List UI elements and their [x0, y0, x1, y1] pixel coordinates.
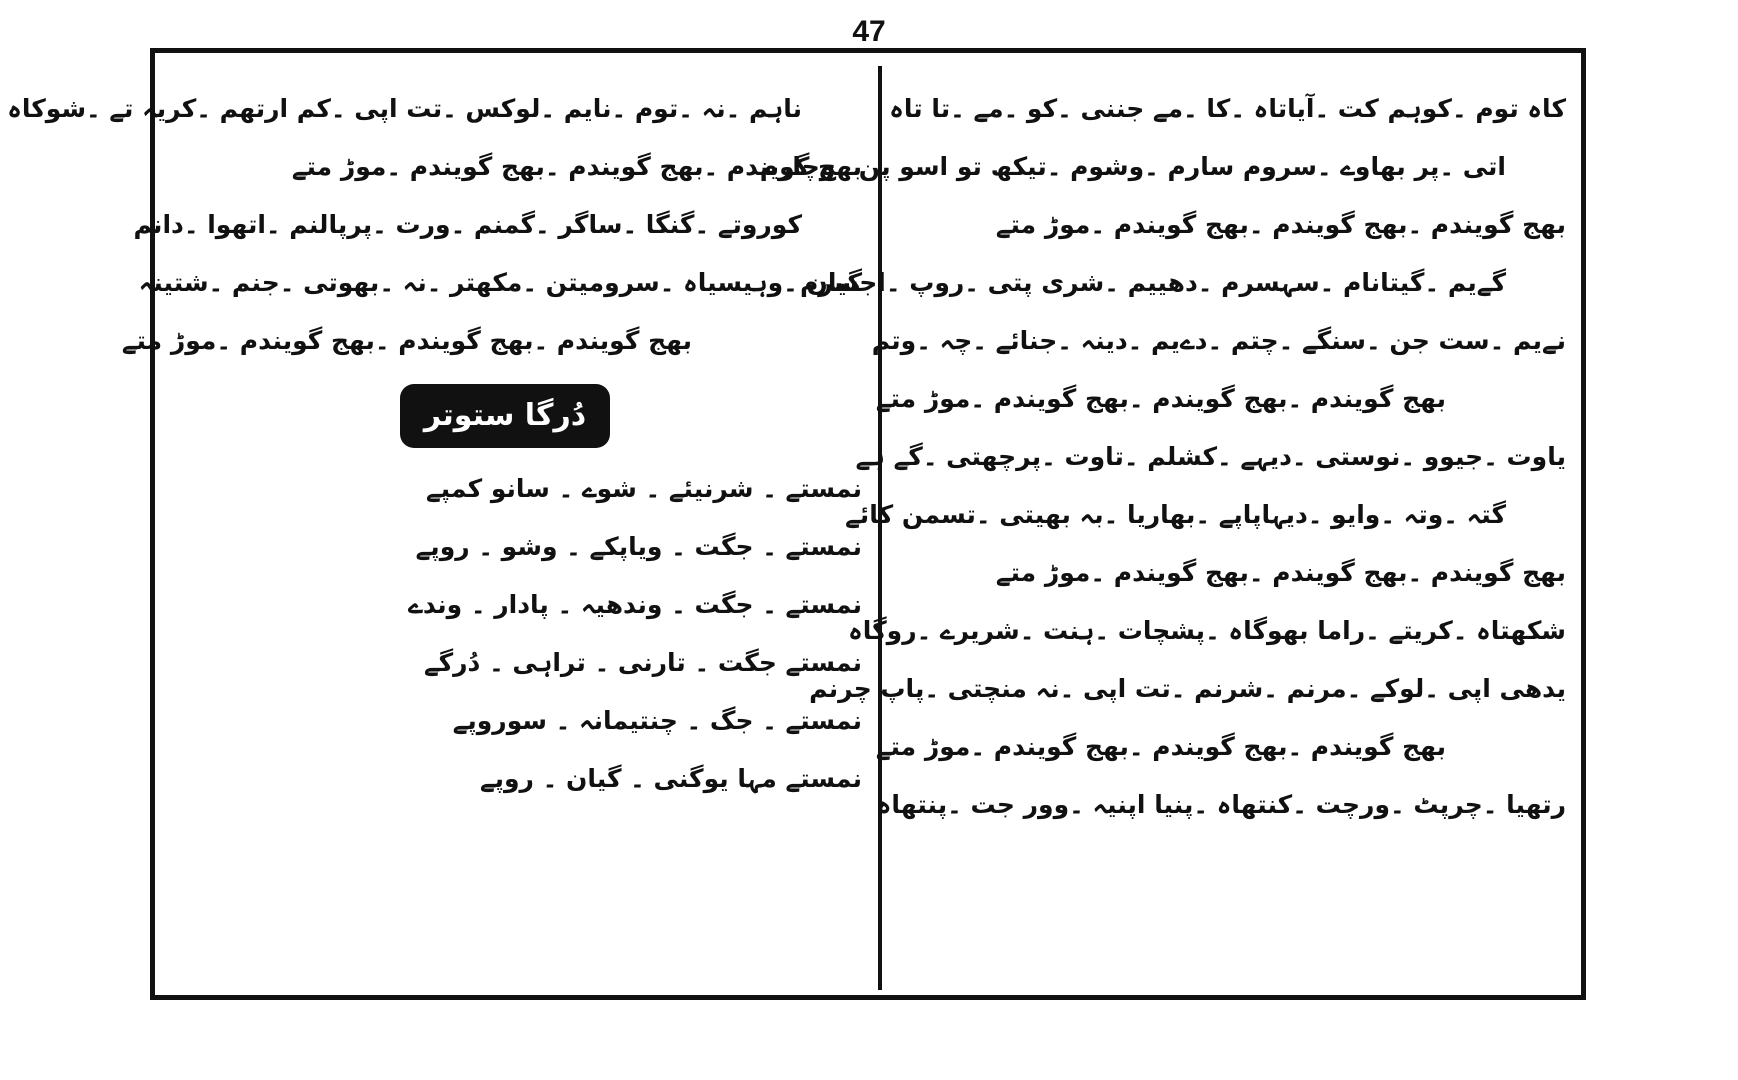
refrain-line: بھج گویندم ۔بھج گویندم ۔بھج گویندم ۔موڑ متے — [875, 384, 1446, 413]
text-line: یدھی اپی ۔لوکے ۔مرنم ۔شرنم ۔تت اپی ۔نہ منچتی ۔پاپ چرنم — [809, 674, 1566, 703]
text-line: گےیم ۔گیتانام ۔سہسرم ۔دھییم ۔شری پتی ۔روپ ۔اجسرم — [799, 268, 1506, 297]
right-column — [759, 80, 1566, 834]
refrain-line: بھج گویندم ۔بھج گویندم ۔بھج گویندم ۔موڑ متے — [995, 558, 1566, 587]
text-line: کوروتے ۔گنگا ۔ساگر ۔گمنم ۔ورت ۔پرپالنم ۔اتھوا ۔دانم — [133, 210, 802, 239]
text-line: شکھتاہ ۔کریتے ۔راما بھوگاہ ۔پشچات ۔ہنت ۔شریرے ۔روگاہ — [848, 616, 1566, 645]
refrain-line: بھج گویندم ۔بھج گویندم ۔بھج گویندم ۔موڑ متے — [875, 732, 1446, 761]
verse-line: نمستے ۔ شرنیئے ۔ شوے ۔ سانو کمپے — [426, 474, 862, 503]
text-line: یاوت ۔جیوو ۔نوستی ۔دیہے ۔کشلم ۔تاوت ۔پرچھتی ۔گے ہے — [855, 442, 1566, 471]
text-line: گتہ ۔وتہ ۔وایو ۔دیہاپاپے ۔بھاریا ۔بہ بھیتی ۔تسمن کائے — [845, 500, 1506, 529]
text-line: گیان ۔وہیسیاہ ۔سرومیتن ۔مکھتر ۔نہ ۔بھوتی ۔جنم ۔شتینہ — [138, 268, 862, 297]
refrain-line: بھج گویندم ۔بھج گویندم ۔بھج گویندم ۔موڑ متے — [995, 210, 1566, 239]
text-line: نےیم ۔ست جن ۔سنگے ۔چتم ۔دےیم ۔دینہ ۔جنائے ۔چہ ۔وتم — [871, 326, 1566, 355]
verse-line: نمستے ۔ جگت ۔ ویاپکے ۔ وشو ۔ روپے — [415, 532, 862, 561]
text-line: اتی ۔پر بھاوے ۔سروم سارم ۔وشوم ۔تیکھ تو اسو پن ۔وچارم — [759, 152, 1506, 181]
section-heading: دُرگا ستوتر — [400, 384, 610, 448]
verse-line: نمستے ۔ جگت ۔ وندھیہ ۔ پادار ۔ وندے — [408, 590, 862, 619]
text-line: کاہ توم ۔کوہم کت ۔آیاتاہ ۔کا ۔مے جننی ۔کو ۔مے ۔تا تاہ — [889, 94, 1566, 123]
text-line: رتھیا ۔چرپٹ ۔ورچت ۔کنتھاہ ۔پنیا اپنیہ ۔وور جت ۔پنتھاہ — [876, 790, 1566, 819]
page-number: 47 — [852, 15, 886, 48]
verse-line: نمستے جگت ۔ تارنی ۔ تراہی ۔ دُرگے — [423, 648, 862, 677]
verse-line: نمستے مہا یوگنی ۔ گیان ۔ روپے — [479, 764, 862, 793]
verse-line: نمستے ۔ جگ ۔ چنتیمانہ ۔ سوروپے — [452, 706, 862, 735]
refrain-line: بھج گویندم ۔بھج گویندم ۔بھج گویندم ۔موڑ متے — [291, 152, 862, 181]
refrain-line: بھج گویندم ۔بھج گویندم ۔بھج گویندم ۔موڑ متے — [121, 326, 692, 355]
text-line: ناہم ۔نہ ۔توم ۔نایم ۔لوکس ۔تت اپی ۔کم ارتھم ۔کریہ تے ۔شوکاہ — [7, 94, 802, 123]
left-column — [7, 80, 862, 808]
